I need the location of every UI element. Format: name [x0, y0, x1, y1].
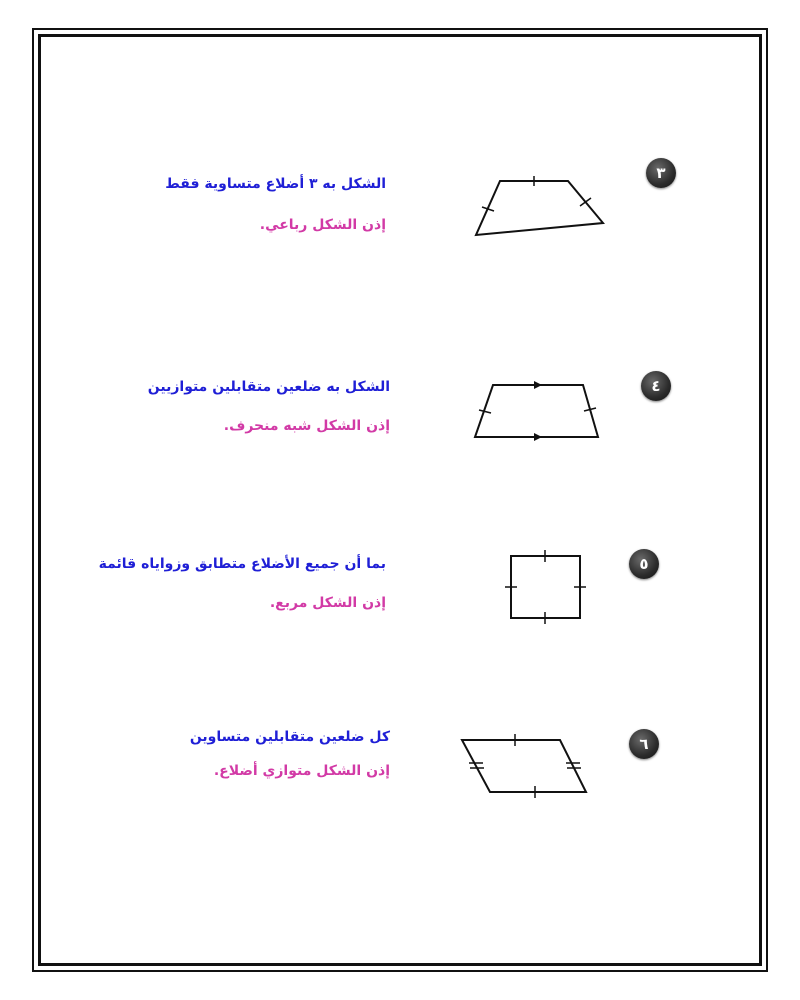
statement-text: الشكل به ضلعين متقابلين متوازيين [147, 379, 390, 395]
parallelogram-figure [455, 730, 595, 800]
item-number-badge: ٦ [629, 729, 659, 759]
statement-text: بما أن جميع الأضلاع متطابق وزواياه قائمة [98, 556, 386, 572]
item-number-badge: ٣ [646, 158, 676, 188]
trapezoid-figure [470, 380, 605, 442]
conclusion-text: إذن الشكل مربع. [269, 595, 386, 611]
statement-text: كل ضلعين متقابلين متساوين [189, 729, 390, 745]
conclusion-text: إذن الشكل شبه منحرف. [223, 418, 390, 434]
conclusion-text: إذن الشكل متوازي أضلاع. [213, 763, 390, 779]
conclusion-text: إذن الشكل رباعي. [259, 217, 386, 233]
quadrilateral-figure [470, 175, 610, 240]
item-number-badge: ٤ [641, 371, 671, 401]
square-figure [505, 550, 590, 625]
statement-text: الشكل به ٣ أضلاع متساوية فقط [165, 176, 386, 192]
item-number-badge: ٥ [629, 549, 659, 579]
